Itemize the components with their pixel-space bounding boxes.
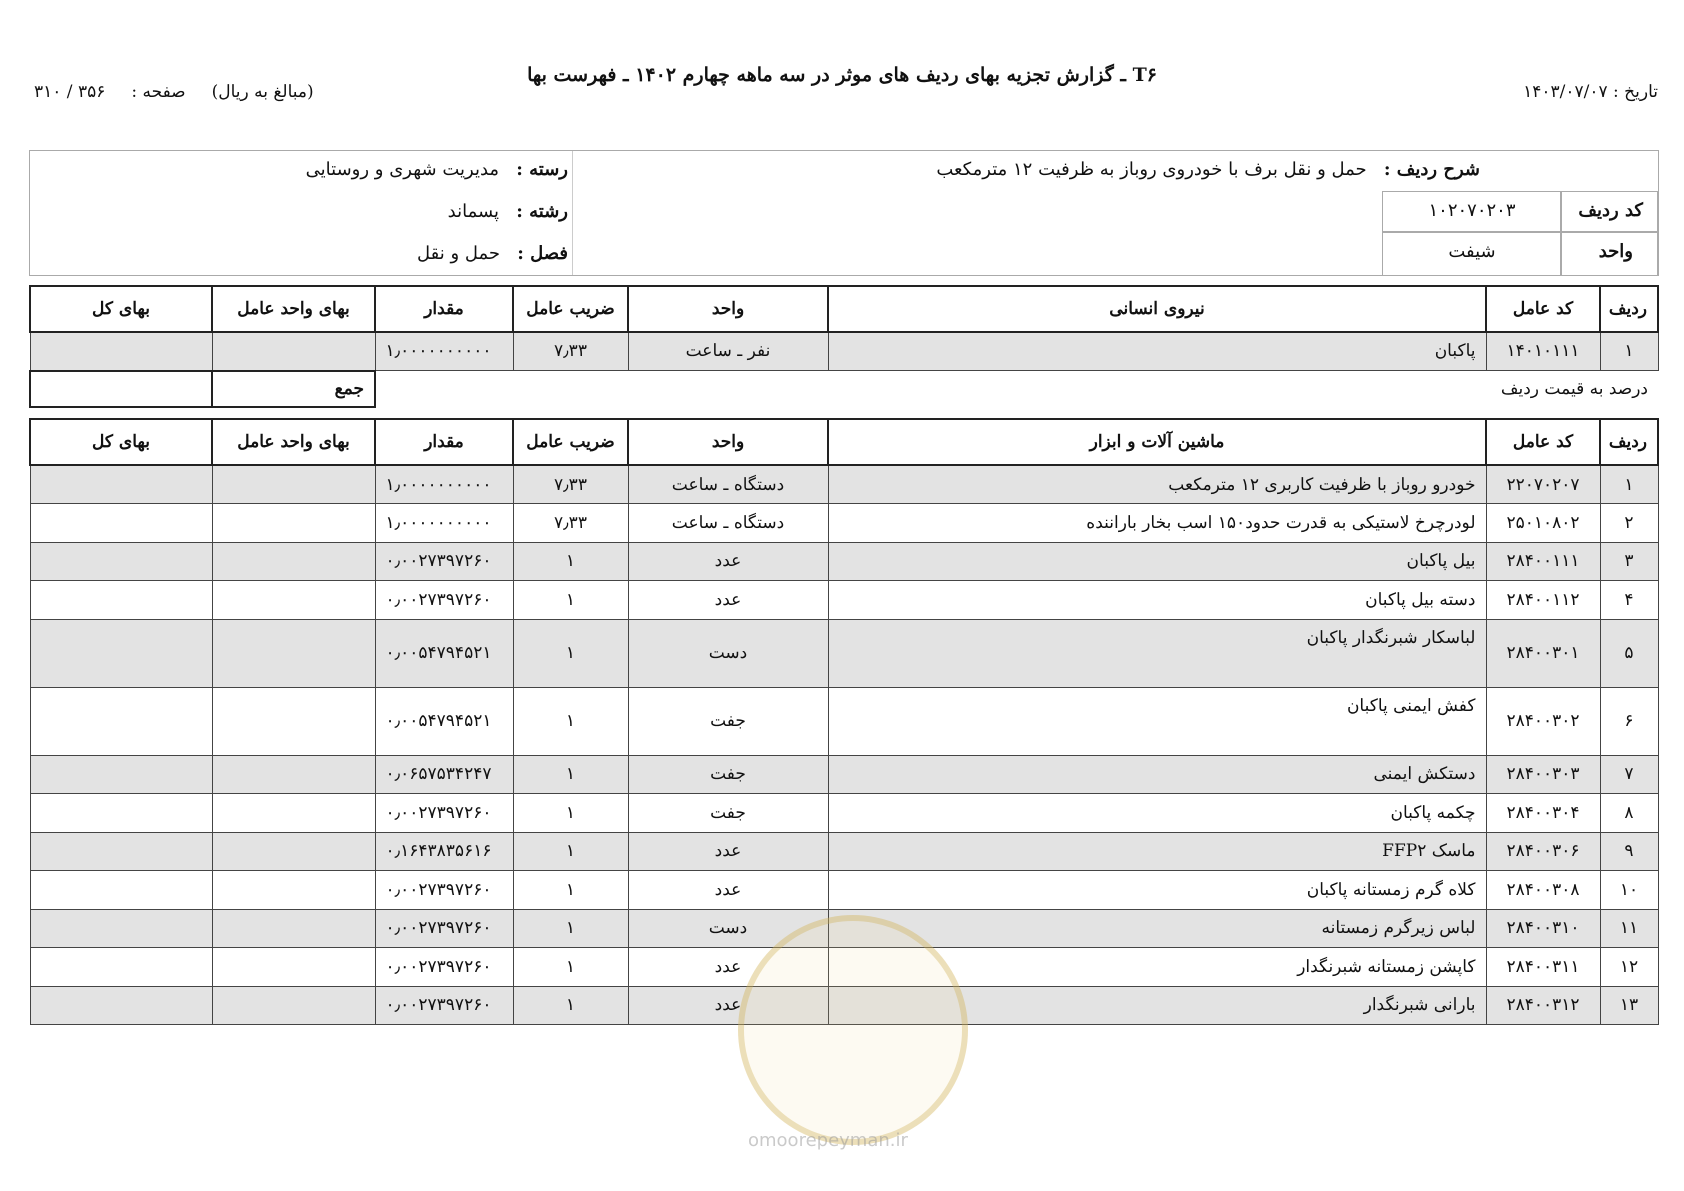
- cell-code: ۲۸۴۰۰۳۰۸: [1486, 871, 1600, 910]
- cell-code: ۲۸۴۰۰۳۰۴: [1486, 794, 1600, 833]
- cell-unit-price: [212, 755, 375, 794]
- cell-factor: ۷٫۳۳: [513, 465, 628, 504]
- cell-unit-price: [212, 871, 375, 910]
- category-row: [306, 159, 568, 180]
- col-code: کد عامل: [1486, 419, 1600, 465]
- table-row: [30, 871, 1658, 910]
- sum-value: [30, 371, 212, 407]
- cell-total-price: [30, 465, 212, 504]
- cell-title: لباسکار شبرنگدار پاکبان: [828, 619, 1486, 687]
- cell-code: ۲۸۴۰۰۳۰۱: [1486, 619, 1600, 687]
- cell-code: ۲۸۴۰۰۱۱۲: [1486, 581, 1600, 620]
- col-title: نیروی انسانی: [828, 286, 1486, 332]
- cell-unit-price: [212, 504, 375, 543]
- col-amount: مقدار: [375, 419, 513, 465]
- cell-title: دستکش ایمنی: [828, 755, 1486, 794]
- cell-code: ۲۸۴۰۰۳۰۳: [1486, 755, 1600, 794]
- cell-code: ۲۵۰۱۰۸۰۲: [1486, 504, 1600, 543]
- code-value-cell: [1382, 191, 1562, 233]
- table-row: [30, 332, 1658, 370]
- col-factor: ضریب عامل: [513, 286, 628, 332]
- cell-unit: دستگاه ـ ساعت: [628, 465, 828, 504]
- cell-row: ۷: [1600, 755, 1658, 794]
- unit-label-cell: [1560, 231, 1658, 276]
- unit-value: شیفت: [1448, 241, 1496, 262]
- col-row: ردیف: [1600, 419, 1658, 465]
- cell-factor: ۱: [513, 581, 628, 620]
- cell-title: ماسک FFP۲: [828, 832, 1486, 871]
- cell-amount: ۰٫۰۰۵۴۷۹۴۵۲۱: [375, 687, 513, 755]
- labor-header-row: [30, 286, 1658, 332]
- cell-unit-price: [212, 581, 375, 620]
- cell-title: چکمه پاکبان: [828, 794, 1486, 833]
- cell-factor: ۷٫۳۳: [513, 504, 628, 543]
- cell-total-price: [30, 687, 212, 755]
- description-label: شرح ردیف :: [1383, 159, 1480, 180]
- cell-code: ۲۸۴۰۰۳۰۶: [1486, 832, 1600, 871]
- date-value: ۱۴۰۳/۰۷/۰۷: [1523, 82, 1608, 102]
- cell-row: ۵: [1600, 619, 1658, 687]
- table-row: [30, 794, 1658, 833]
- cell-amount: ۰٫۰۰۲۷۳۹۷۲۶۰: [375, 542, 513, 581]
- cell-total-price: [30, 619, 212, 687]
- cell-row: ۱: [1600, 332, 1658, 370]
- cell-total-price: [30, 332, 212, 370]
- cell-row: ۱۳: [1600, 986, 1658, 1025]
- cell-amount: ۰٫۱۶۴۳۸۳۵۶۱۶: [375, 832, 513, 871]
- cell-unit: عدد: [628, 832, 828, 871]
- unit-label: واحد: [1598, 241, 1633, 262]
- cell-total-price: [30, 794, 212, 833]
- cell-code: ۲۲۰۷۰۲۰۷: [1486, 465, 1600, 504]
- cell-code: ۲۸۴۰۰۳۱۲: [1486, 986, 1600, 1025]
- col-unit-price: بهای واحد عامل: [212, 286, 375, 332]
- col-unit: واحد: [628, 419, 828, 465]
- table-row: [30, 687, 1658, 755]
- cell-amount: ۰٫۰۶۵۷۵۳۴۲۴۷: [375, 755, 513, 794]
- publisher-seal-watermark: [738, 915, 968, 1145]
- category-label: رسته :: [516, 159, 568, 180]
- table-row: [30, 581, 1658, 620]
- cell-unit-price: [212, 619, 375, 687]
- cell-unit: عدد: [628, 581, 828, 620]
- cell-unit-price: [212, 909, 375, 948]
- cell-total-price: [30, 581, 212, 620]
- cell-amount: ۱٫۰۰۰۰۰۰۰۰۰۰: [375, 465, 513, 504]
- cell-row: ۱: [1600, 465, 1658, 504]
- cell-total-price: [30, 871, 212, 910]
- cell-code: ۲۸۴۰۰۳۰۲: [1486, 687, 1600, 755]
- cell-unit-price: [212, 832, 375, 871]
- cell-title: کفش ایمنی پاکبان: [828, 687, 1486, 755]
- cell-code: ۱۴۰۱۰۱۱۱: [1486, 332, 1600, 370]
- cell-total-price: [30, 909, 212, 948]
- cell-title: کلاه گرم زمستانه پاکبان: [828, 871, 1486, 910]
- table-row: [30, 755, 1658, 794]
- cell-unit: جفت: [628, 687, 828, 755]
- cell-unit-price: [212, 794, 375, 833]
- description-value: حمل و نقل برف با خودروی روباز به ظرفیت ۱۲ مترمکعب: [936, 159, 1367, 180]
- report-title: T۶ ـ گزارش تجزیه بهای ردیف های موثر در سه ماهه چهارم ۱۴۰۲ ـ فهرست بها: [527, 64, 1157, 86]
- col-total-price: بهای کل: [30, 286, 212, 332]
- cell-amount: ۱٫۰۰۰۰۰۰۰۰۰۰: [375, 504, 513, 543]
- table-row: [30, 832, 1658, 871]
- cell-row: ۱۱: [1600, 909, 1658, 948]
- col-total-price: بهای کل: [30, 419, 212, 465]
- col-row: ردیف: [1600, 286, 1658, 332]
- code-label-cell: [1560, 191, 1658, 233]
- page-label: صفحه :: [131, 82, 186, 102]
- cell-unit: عدد: [628, 542, 828, 581]
- cell-factor: ۱: [513, 948, 628, 987]
- col-unit-price: بهای واحد عامل: [212, 419, 375, 465]
- cell-code: ۲۸۴۰۰۳۱۱: [1486, 948, 1600, 987]
- cell-row: ۱۲: [1600, 948, 1658, 987]
- sum-label: جمع: [212, 371, 375, 407]
- cell-factor: ۱: [513, 755, 628, 794]
- field-label: رشته :: [516, 201, 568, 222]
- cell-title: پاکبان: [828, 332, 1486, 370]
- cell-unit-price: [212, 948, 375, 987]
- cell-amount: ۰٫۰۰۲۷۳۹۷۲۶۰: [375, 986, 513, 1025]
- item-description: [936, 159, 1480, 180]
- cell-unit: جفت: [628, 755, 828, 794]
- table-row: [30, 619, 1658, 687]
- cell-unit: عدد: [628, 986, 828, 1025]
- cell-total-price: [30, 542, 212, 581]
- sum-row: [30, 371, 1658, 407]
- cell-unit-price: [212, 986, 375, 1025]
- code-value: ۱۰۲۰۷۰۲۰۳: [1428, 200, 1516, 221]
- cell-total-price: [30, 755, 212, 794]
- chapter-value: حمل و نقل: [417, 243, 501, 264]
- cell-factor: ۱: [513, 871, 628, 910]
- cell-factor: ۱: [513, 794, 628, 833]
- cell-code: ۲۸۴۰۰۱۱۱: [1486, 542, 1600, 581]
- cell-factor: ۱: [513, 986, 628, 1025]
- cell-amount: ۰٫۰۰۵۴۷۹۴۵۲۱: [375, 619, 513, 687]
- field-value: پسماند: [447, 201, 500, 222]
- field-row: [448, 201, 568, 222]
- cell-factor: ۱: [513, 542, 628, 581]
- table-row: [30, 465, 1658, 504]
- col-factor: ضریب عامل: [513, 419, 628, 465]
- cell-unit-price: [212, 687, 375, 755]
- cell-amount: ۰٫۰۰۲۷۳۹۷۲۶۰: [375, 909, 513, 948]
- cell-total-price: [30, 986, 212, 1025]
- cell-factor: ۱: [513, 832, 628, 871]
- labor-table: [29, 285, 1659, 371]
- cell-amount: ۰٫۰۰۲۷۳۹۷۲۶۰: [375, 794, 513, 833]
- cell-factor: ۱: [513, 687, 628, 755]
- cell-title: لباس زیرگرم زمستانه: [828, 909, 1486, 948]
- cell-factor: ۱: [513, 909, 628, 948]
- item-info-box: [29, 150, 1659, 276]
- table-row: [30, 504, 1658, 543]
- cell-row: ۴: [1600, 581, 1658, 620]
- page-number: ۳۵۶ / ۳۱۰: [34, 82, 106, 102]
- cell-amount: ۰٫۰۰۲۷۳۹۷۲۶۰: [375, 581, 513, 620]
- col-code: کد عامل: [1486, 286, 1600, 332]
- cell-row: ۳: [1600, 542, 1658, 581]
- cell-title: لودرچرخ لاستیکی به قدرت حدود۱۵۰ اسب بخار باراننده: [828, 504, 1486, 543]
- machinery-header-row: [30, 419, 1658, 465]
- page-info: [34, 82, 314, 102]
- cell-row: ۱۰: [1600, 871, 1658, 910]
- category-value: مدیریت شهری و روستایی: [305, 159, 500, 180]
- cell-title: دسته بیل پاکبان: [828, 581, 1486, 620]
- percent-label: درصد به قیمت ردیف: [375, 371, 1658, 407]
- cell-row: ۹: [1600, 832, 1658, 871]
- unit-value-cell: [1382, 231, 1562, 276]
- cell-total-price: [30, 504, 212, 543]
- chapter-label: فصل :: [517, 243, 568, 264]
- cell-row: ۸: [1600, 794, 1658, 833]
- code-label: کد ردیف: [1578, 200, 1643, 221]
- table-row: [30, 542, 1658, 581]
- col-title: ماشین آلات و ابزار: [828, 419, 1486, 465]
- cell-unit-price: [212, 465, 375, 504]
- col-amount: مقدار: [375, 286, 513, 332]
- cell-unit: جفت: [628, 794, 828, 833]
- cell-unit: عدد: [628, 948, 828, 987]
- cell-amount: ۱٫۰۰۰۰۰۰۰۰۰۰: [375, 332, 513, 370]
- cell-unit: دست: [628, 619, 828, 687]
- labor-sum-table: [29, 370, 1658, 408]
- currency-note: (مبالغ به ریال): [211, 82, 314, 102]
- cell-code: ۲۸۴۰۰۳۱۰: [1486, 909, 1600, 948]
- cell-unit-price: [212, 332, 375, 370]
- cell-title: خودرو روباز با ظرفیت کاربری ۱۲ مترمکعب: [828, 465, 1486, 504]
- cell-unit-price: [212, 542, 375, 581]
- chapter-row: [417, 243, 568, 264]
- cell-total-price: [30, 832, 212, 871]
- cell-amount: ۰٫۰۰۲۷۳۹۷۲۶۰: [375, 948, 513, 987]
- cell-unit: دست: [628, 909, 828, 948]
- date-label: تاریخ :: [1613, 82, 1658, 102]
- cell-row: ۶: [1600, 687, 1658, 755]
- cell-amount: ۰٫۰۰۲۷۳۹۷۲۶۰: [375, 871, 513, 910]
- watermark-url: omoorepeyman.ir: [748, 1130, 908, 1151]
- cell-unit: عدد: [628, 871, 828, 910]
- cell-total-price: [30, 948, 212, 987]
- cell-title: بیل پاکبان: [828, 542, 1486, 581]
- cell-factor: ۱: [513, 619, 628, 687]
- cell-unit: دستگاه ـ ساعت: [628, 504, 828, 543]
- col-unit: واحد: [628, 286, 828, 332]
- cell-factor: ۷٫۳۳: [513, 332, 628, 370]
- cell-unit: نفر ـ ساعت: [628, 332, 828, 370]
- cell-row: ۲: [1600, 504, 1658, 543]
- cell-title: کاپشن زمستانه شبرنگدار: [828, 948, 1486, 987]
- cell-title: بارانی شبرنگدار: [828, 986, 1486, 1025]
